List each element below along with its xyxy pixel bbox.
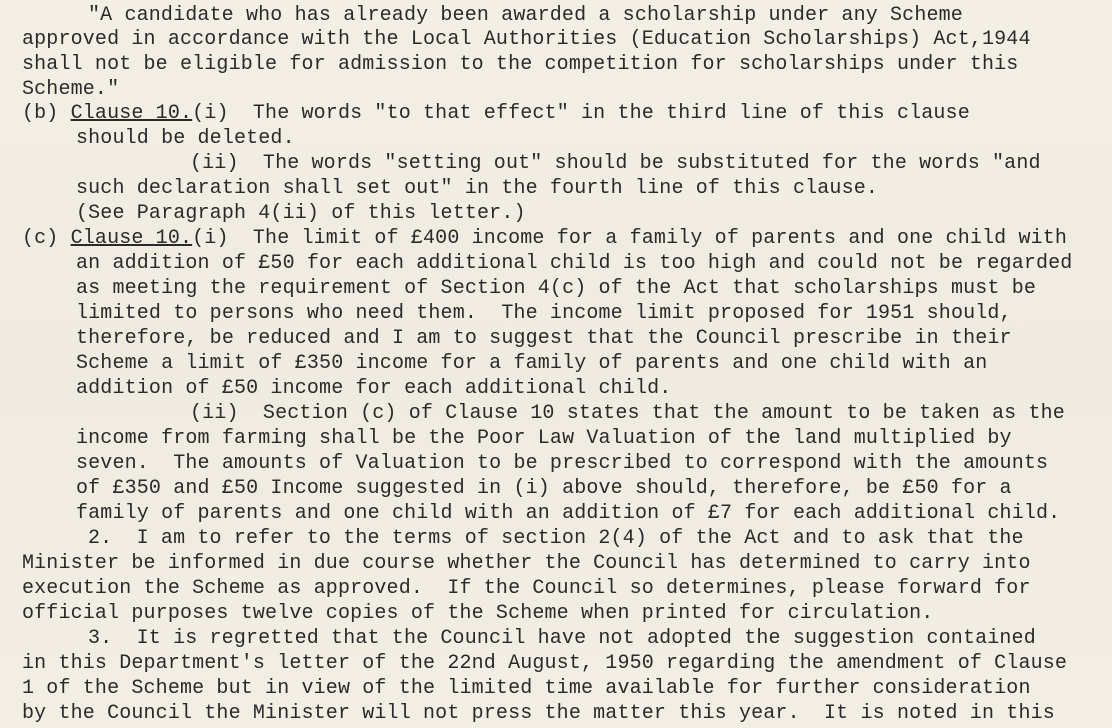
text-line-11: an addition of £50 for each additional child is too high and could not be regarded bbox=[76, 252, 1073, 275]
item-prefix-b: (b) bbox=[22, 102, 71, 125]
clause-reference: Clause 10. bbox=[70, 227, 193, 250]
text-line-8: such declaration shall set out" in the fourth line of this clause. bbox=[76, 177, 879, 200]
text-line-21: family of parents and one child with an addition of £7 for each additional child. bbox=[76, 502, 1061, 525]
clause-10c-line: (c) Clause 10.(i) The limit of £400 income for a family of parents and one child with bbox=[22, 227, 1068, 250]
text-line-23: Minister be informed in due course whether the Council has determined to carry into bbox=[22, 552, 1031, 575]
text-line-15: Scheme a limit of £350 income for a family of parents and one child with an bbox=[76, 352, 988, 375]
text-line-25: official purposes twelve copies of the Scheme when printed for circulation. bbox=[22, 602, 934, 625]
text-line-3: shall not be eligible for admission to the competition for scholarships under this bbox=[22, 53, 1019, 76]
item-prefix-c: (c) bbox=[22, 227, 71, 250]
text-line-4: Scheme." bbox=[22, 78, 120, 101]
text-line-6: should be deleted. bbox=[76, 127, 295, 150]
text-line-13: limited to persons who need them. The income limit proposed for 1951 should, bbox=[76, 302, 1012, 325]
text-line-2: approved in accordance with the Local Authorities (Education Scholarships) Act,1944 bbox=[22, 28, 1031, 51]
paragraph-2-start: 2. I am to refer to the terms of section 2(4) of the Act and to ask that the bbox=[88, 527, 1024, 550]
text-line-29: by the Council the Minister will not press the matter this year. It is noted in this bbox=[22, 702, 1055, 725]
text-line-16: addition of £50 income for each additional child. bbox=[76, 377, 672, 400]
text-line-12: as meeting the requirement of Section 4(c) of the Act that scholarships must be bbox=[76, 277, 1037, 300]
text-line-14: therefore, be reduced and I am to suggest that the Council prescribe in their bbox=[76, 327, 1012, 350]
text-line-17: (ii) Section (c) of Clause 10 states that the amount to be taken as the bbox=[190, 402, 1065, 425]
text-line-18: income from farming shall be the Poor Law Valuation of the land multiplied by bbox=[76, 427, 1012, 450]
clause-10b-line: (b) Clause 10.(i) The words "to that effect" in the third line of this clause bbox=[22, 102, 970, 125]
text-line-19: seven. The amounts of Valuation to be prescribed to correspond with the amounts bbox=[76, 452, 1049, 475]
text-line-1: "A candidate who has already been awarded a scholarship under any Scheme bbox=[88, 4, 963, 27]
text-line-20: of £350 and £50 Income suggested in (i) above should, therefore, be £50 for a bbox=[76, 477, 1012, 500]
text-line-27: in this Department's letter of the 22nd August, 1950 regarding the amendment of Clause bbox=[22, 652, 1068, 675]
text-line-9: (See Paragraph 4(ii) of this letter.) bbox=[76, 202, 526, 225]
paragraph-3-start: 3. It is regretted that the Council have not adopted the suggestion contained bbox=[88, 627, 1036, 650]
text-line-24: execution the Scheme as approved. If the Council so determines, please forward for bbox=[22, 577, 1031, 600]
clause-reference: Clause 10. bbox=[70, 102, 193, 125]
text-line-28: 1 of the Scheme but in view of the limited time available for further consideration bbox=[22, 677, 1031, 700]
text-line-7: (ii) The words "setting out" should be substituted for the words "and bbox=[190, 152, 1041, 175]
